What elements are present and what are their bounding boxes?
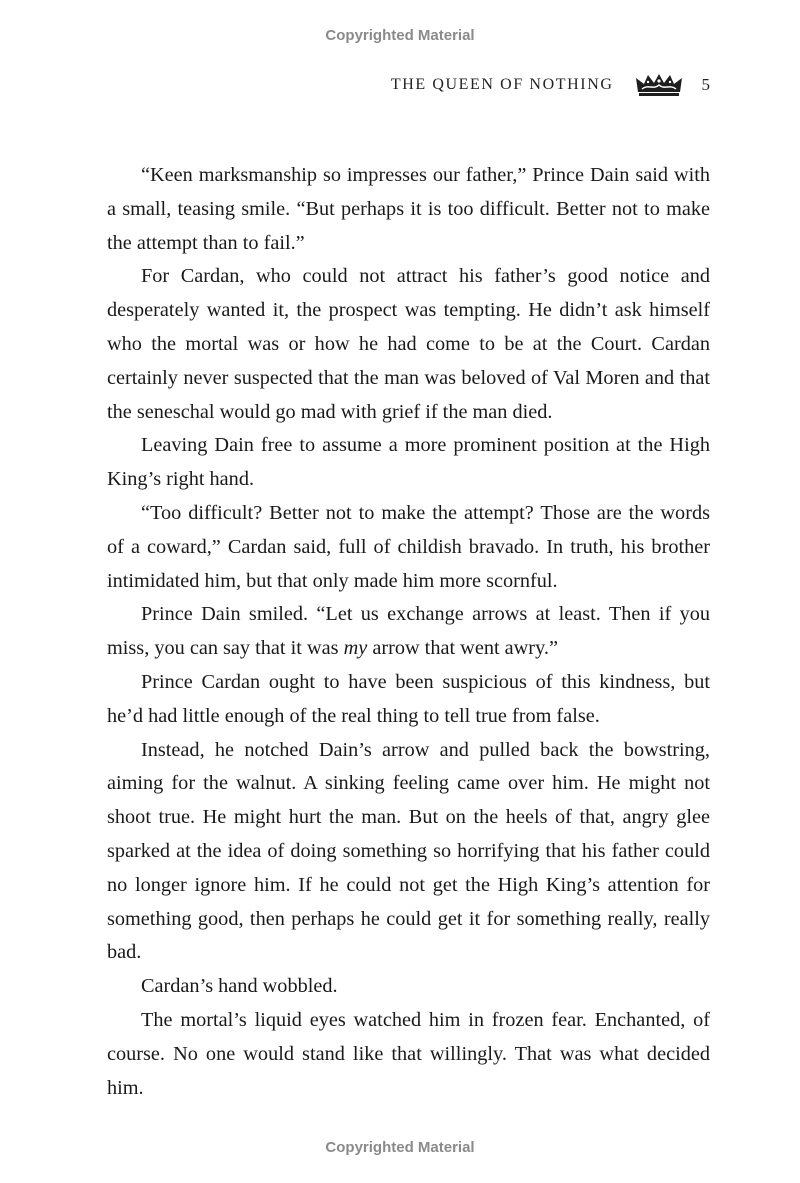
emphasis-text: my (343, 637, 368, 660)
paragraph: “Too difficult? Better not to make the attempt? Those are the words of a coward,” Cardan said, full of childish bravado. In truth, his brother intimidated him, but that only made him more scornful. (107, 501, 710, 592)
paragraph: Leaving Dain free to assume a more prominent position at the High King’s right hand. (107, 434, 710, 491)
paragraph (107, 598, 710, 666)
paragraph: Instead, he notched Dain’s arrow and pulled back the bowstring, aiming for the walnut. A sinking feeling came over him. He might not shoot true. He might hurt the man. But on the heels of that, angry glee sparked at the idea of doing something so horrifying that his father could no longer ignore him. If he could not get the High King’s attention for something good, then perhaps he could get it for something really, really bad. (107, 738, 710, 964)
paragraph: Cardan’s hand wobbled. (141, 975, 338, 998)
watermark-top: Copyrighted Material (325, 27, 475, 44)
paragraph: “Keen marksmanship so impresses our father,” Prince Dain said with a small, teasing smile. “But perhaps it is too difficult. Better not to make the attempt than to fail.” (107, 164, 710, 254)
page-body (107, 159, 710, 1105)
book-title: THE QUEEN OF NOTHING (390, 76, 614, 93)
paragraph: The mortal’s liquid eyes watched him in frozen fear. Enchanted, of course. No one would stand like that willingly. That was what decided him. (107, 1008, 710, 1099)
watermark-bottom: Copyrighted Material (325, 1139, 475, 1156)
text-span: arrow that went awry.” (367, 637, 558, 660)
paragraph: Prince Cardan ought to have been suspicious of this kindness, but he’d had little enough of the real thing to tell true from false. (107, 670, 710, 727)
page-number: 5 (701, 75, 710, 94)
paragraph: For Cardan, who could not attract his father’s good notice and desperately wanted it, the prospect was tempting. He didn’t ask himself who the mortal was or how he had come to be at the Court. Cardan certainly never suspected that the man was beloved of Val Moren and that the seneschal would go mad with grief if the man died. (107, 265, 710, 423)
crown-icon (634, 72, 684, 98)
text-span: Prince Dain smiled. “Let us exchange arrows at least. Then if you miss, you can say that it was (107, 603, 710, 660)
running-header (391, 72, 710, 98)
